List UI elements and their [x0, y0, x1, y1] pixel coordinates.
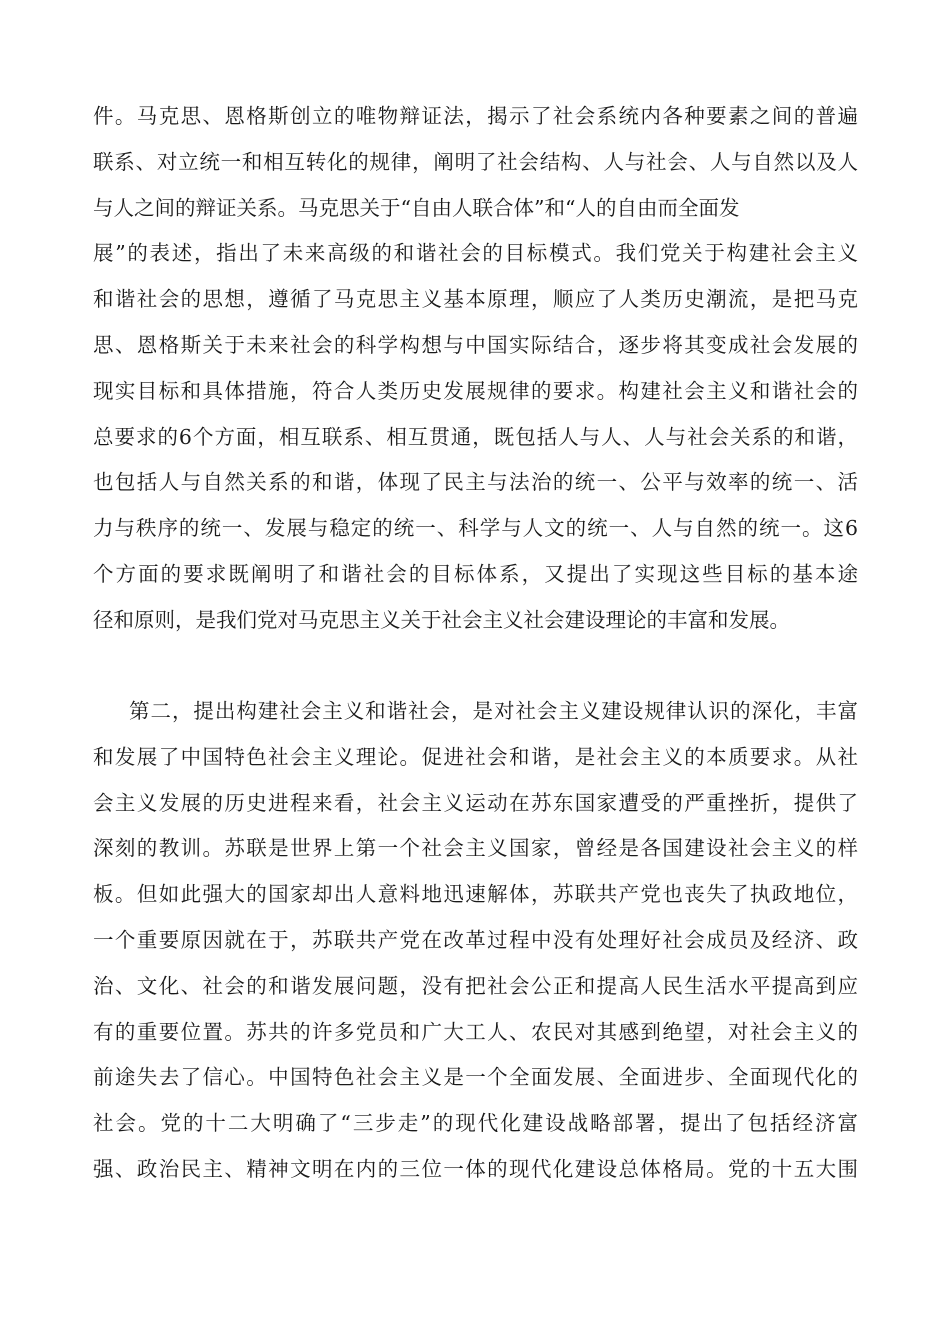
text-line: 展”的表述，指出了未来高级的和谐社会的目标模式。我们党关于构建社会主义: [93, 241, 858, 266]
paragraph-2: [93, 689, 858, 1193]
text-line: 力与秩序的统一、发展与稳定的统一、科学与人文的统一、人与自然的统一。这6: [93, 516, 858, 541]
text-line: 深刻的教训。苏联是世界上第一个社会主义国家，曾经是各国建设社会主义的样: [93, 836, 858, 861]
text-line: 总要求的6个方面，相互联系、相互贯通，既包括人与人、人与社会关系的和谐，: [93, 424, 858, 449]
text-line: 一个重要原因就在于，苏联共产党在改革过程中没有处理好社会成员及经济、政: [93, 927, 858, 952]
text-line: 件。马克思、恩格斯创立的唯物辩证法，揭示了社会系统内各种要素之间的普遍: [93, 104, 858, 128]
text-line: 与人之间的辩证关系。马克思关于“自由人联合体”和“人的自由而全面发: [93, 195, 740, 220]
paragraph-1: [93, 94, 858, 644]
text-line: 强、政治民主、精神文明在内的三位一体的现代化建设总体格局。党的十五大围: [93, 1156, 858, 1181]
text-line: 治、文化、社会的和谐发展问题，没有把社会公正和提高人民生活水平提高到应: [93, 973, 858, 998]
text-line: 现实目标和具体措施，符合人类历史发展规律的要求。构建社会主义和谐社会的: [93, 378, 858, 403]
text-line: 径和原则，是我们党对马克思主义关于社会主义社会建设理论的丰富和发展。: [93, 607, 790, 632]
text-line: 和谐社会的思想，遵循了马克思主义基本原理，顺应了人类历史潮流，是把马克: [93, 287, 858, 312]
text-line: 和发展了中国特色社会主义理论。促进社会和谐，是社会主义的本质要求。从社: [93, 744, 858, 769]
text-line: 思、恩格斯关于未来社会的科学构想与中国实际结合，逐步将其变成社会发展的: [93, 332, 858, 357]
text-line: 个方面的要求既阐明了和谐社会的目标体系，又提出了实现这些目标的基本途: [93, 561, 858, 586]
text-line: 社会。党的十二大明确了“三步走”的现代化建设战略部署，提出了包括经济富: [93, 1111, 858, 1136]
text-line: 第二，提出构建社会主义和谐社会，是对社会主义建设规律认识的深化，丰富: [129, 699, 858, 723]
text-line: 有的重要位置。苏共的许多党员和广大工人、农民对其感到绝望，对社会主义的: [93, 1019, 858, 1044]
text-line: 前途失去了信心。中国特色社会主义是一个全面发展、全面进步、全面现代化的: [93, 1065, 858, 1090]
text-line: 联系、对立统一和相互转化的规律，阐明了社会结构、人与社会、人与自然以及人: [93, 149, 858, 174]
text-line: 板。但如此强大的国家却出人意料地迅速解体，苏联共产党也丧失了执政地位，: [93, 882, 858, 907]
text-line: 会主义发展的历史进程来看，社会主义运动在苏东国家遭受的严重挫折，提供了: [93, 790, 858, 815]
text-line: 也包括人与自然关系的和谐，体现了民主与法治的统一、公平与效率的统一、活: [93, 470, 858, 495]
